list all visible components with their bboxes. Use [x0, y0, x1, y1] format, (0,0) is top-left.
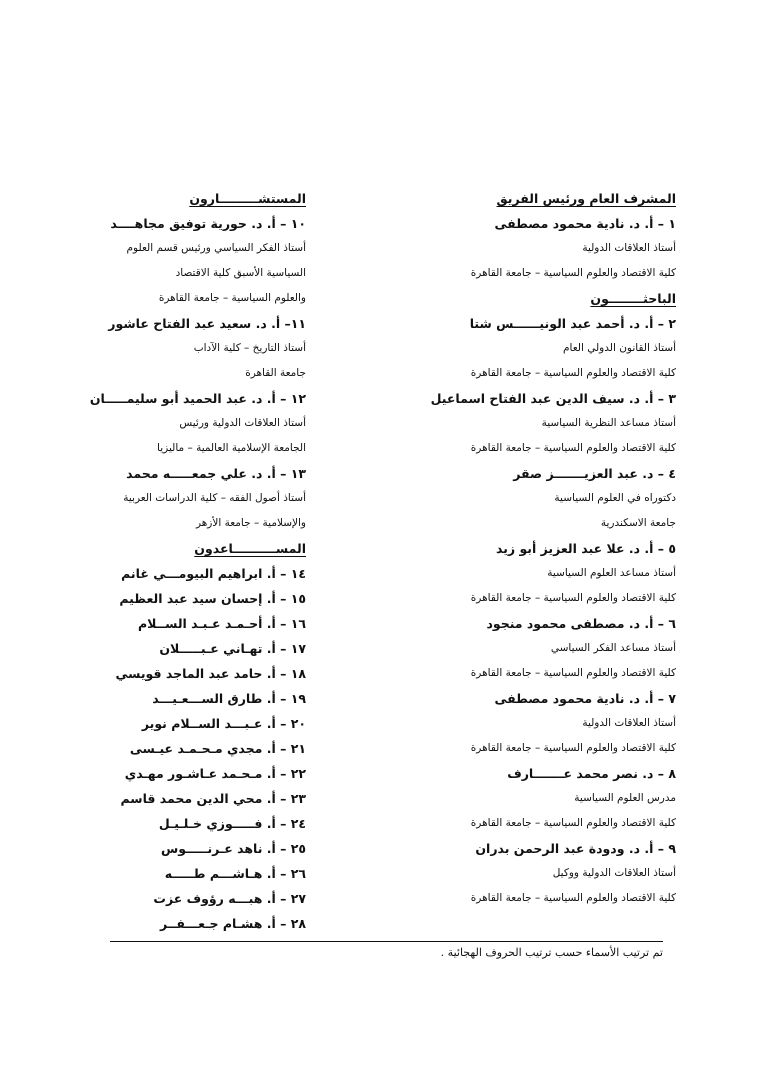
member-affiliation-text: أستاذ مساعد الفكر السياسي — [550, 642, 676, 654]
member-name-text: ٢٨ – أ. هشـام جـعـــفــر — [160, 916, 306, 931]
right-column — [408, 186, 676, 911]
member-name-text: ١٥ – أ. إحسان سيد عبد العظيم — [119, 591, 306, 606]
member-name — [86, 586, 306, 611]
member-affiliation — [408, 786, 676, 811]
member-name — [86, 836, 306, 861]
member-affiliation — [86, 336, 306, 361]
member-name-text: ٨ – د. نصر محمد عـــــــارف — [507, 766, 676, 781]
section-heading — [86, 536, 306, 561]
member-affiliation-text: أستاذ العلاقات الدولية ورئيس — [179, 417, 306, 429]
member-affiliation — [86, 236, 306, 261]
member-name — [86, 461, 306, 486]
member-affiliation-text: والعلوم السياسية – جامعة القاهرة — [158, 292, 306, 304]
member-affiliation — [86, 436, 306, 461]
member-affiliation-text: جامعة الاسكندرية — [600, 517, 676, 529]
member-name — [408, 386, 676, 411]
member-name-text: ٢٧ – أ. هبـــه رؤوف عزت — [153, 891, 306, 906]
member-affiliation-text: أستاذ التاريخ – كلية الآداب — [193, 342, 306, 354]
member-name-text: ٤ – د. عبد العزيـــــــز صقر — [513, 466, 676, 481]
footnote-rule — [110, 941, 663, 942]
member-affiliation-text: كلية الاقتصاد والعلوم السياسية – جامعة القاهرة — [470, 442, 676, 454]
member-affiliation-text: دكتوراه في العلوم السياسية — [554, 492, 676, 504]
section-heading — [408, 286, 676, 311]
member-affiliation — [86, 411, 306, 436]
member-affiliation — [86, 511, 306, 536]
member-name-text: ٢٤ – أ. فـــــوزي خـلـيـل — [158, 816, 306, 831]
member-name-text: ١٩ – أ. طارق الســـعـيـــد — [152, 691, 306, 706]
member-name-text: ١١– أ. د. سعيد عبد الفتاح عاشور — [108, 316, 306, 331]
member-name — [86, 661, 306, 686]
member-name — [86, 386, 306, 411]
member-affiliation — [408, 661, 676, 686]
member-name-text: ٩ – أ. د. ودودة عبد الرحمن بدران — [475, 841, 676, 856]
section-heading-text: الباحثــــــــون — [590, 291, 676, 306]
footnote: تم ترتيب الأسماء حسب ترتيب الحروف الهجائية . — [440, 946, 663, 959]
member-affiliation-text: أستاذ أصول الفقه – كلية الدراسات العربية — [123, 492, 306, 504]
member-name-text: ٢٣ – أ. محي الدين محمد قاسم — [120, 791, 306, 806]
member-affiliation — [86, 486, 306, 511]
section-heading-text: المشرف العام ورئيس الفريق — [496, 191, 676, 206]
member-affiliation — [86, 286, 306, 311]
member-name-text: ٧ – أ. د. نادية محمود مصطفى — [494, 691, 676, 706]
section-heading — [86, 186, 306, 211]
member-affiliation — [408, 336, 676, 361]
member-affiliation — [408, 511, 676, 536]
member-affiliation — [408, 261, 676, 286]
member-affiliation — [86, 261, 306, 286]
member-affiliation-text: جامعة القاهرة — [245, 367, 306, 379]
member-name — [86, 736, 306, 761]
member-name-text: ١ – أ. د. نادية محمود مصطفى — [494, 216, 676, 231]
member-name — [86, 211, 306, 236]
member-affiliation-text: كلية الاقتصاد والعلوم السياسية – جامعة القاهرة — [470, 592, 676, 604]
member-affiliation-text: السياسية الأسبق كلية الاقتصاد — [175, 267, 306, 279]
member-affiliation — [408, 886, 676, 911]
member-name — [408, 761, 676, 786]
member-name — [86, 611, 306, 636]
member-affiliation-text: كلية الاقتصاد والعلوم السياسية – جامعة القاهرة — [470, 367, 676, 379]
member-affiliation — [408, 711, 676, 736]
member-affiliation-text: أستاذ مساعد النظرية السياسية — [541, 417, 676, 429]
member-affiliation — [408, 486, 676, 511]
member-affiliation-text: أستاذ القانون الدولي العام — [563, 342, 676, 354]
member-name-text: ١٧ – أ. تهـاني عـبـــــلان — [159, 641, 306, 656]
member-name — [86, 911, 306, 936]
member-affiliation-text: كلية الاقتصاد والعلوم السياسية – جامعة القاهرة — [470, 892, 676, 904]
member-name-text: ٢٥ – أ. ناهد عـرنـــــوس — [161, 841, 306, 856]
member-name-text: ٢١ – أ. مجدي مـحـمـد عيـسى — [129, 741, 306, 756]
member-name — [86, 686, 306, 711]
member-name — [86, 311, 306, 336]
member-name — [408, 536, 676, 561]
section-heading — [408, 186, 676, 211]
member-name — [86, 811, 306, 836]
member-affiliation — [408, 811, 676, 836]
member-name — [86, 786, 306, 811]
member-affiliation — [408, 236, 676, 261]
member-name — [86, 636, 306, 661]
member-affiliation — [408, 411, 676, 436]
member-affiliation-text: أستاذ العلاقات الدولية — [582, 242, 676, 254]
member-name — [408, 836, 676, 861]
member-affiliation-text: كلية الاقتصاد والعلوم السياسية – جامعة القاهرة — [470, 817, 676, 829]
member-affiliation-text: كلية الاقتصاد والعلوم السياسية – جامعة القاهرة — [470, 667, 676, 679]
member-name-text: ٢ – أ. د. أحمد عبد الونيــــــس شتا — [469, 316, 676, 331]
member-name — [408, 461, 676, 486]
member-name-text: ١٨ – أ. حامد عبد الماجد قويسي — [115, 666, 306, 681]
member-affiliation-text: مدرس العلوم السياسية — [574, 792, 676, 804]
member-name — [86, 886, 306, 911]
member-affiliation — [408, 361, 676, 386]
member-name — [408, 211, 676, 236]
section-heading-text: المستشـــــــــارون — [189, 191, 306, 206]
member-name-text: ٦ – أ. د. مصطفى محمود منجود — [486, 616, 676, 631]
member-affiliation — [408, 561, 676, 586]
member-affiliation-text: كلية الاقتصاد والعلوم السياسية – جامعة القاهرة — [470, 742, 676, 754]
member-name — [86, 761, 306, 786]
member-affiliation — [408, 736, 676, 761]
member-name-text: ١٠ – أ. د. حورية توفيق مجاهــــد — [110, 216, 306, 231]
section-heading-text: المســــــــــاعدون — [194, 541, 306, 556]
member-affiliation — [408, 436, 676, 461]
member-name-text: ١٣ – أ. د. علي جمعـــــه محمد — [126, 466, 306, 481]
member-name-text: ٢٢ – أ. مـحـمد عـاشـور مهـدي — [124, 766, 306, 781]
member-name-text: ١٤ – أ. ابراهيم البيومـــي غانم — [121, 566, 306, 581]
member-affiliation — [408, 861, 676, 886]
member-affiliation — [408, 586, 676, 611]
member-affiliation-text: أستاذ العلاقات الدولية ووكيل — [552, 867, 676, 879]
member-name-text: ٢٦ – أ. هـاشـــم طـــــه — [164, 866, 306, 881]
member-name — [408, 611, 676, 636]
member-affiliation-text: كلية الاقتصاد والعلوم السياسية – جامعة القاهرة — [470, 267, 676, 279]
member-name-text: ١٢ – أ. د. عبد الحميد أبو سليمـــــان — [89, 391, 306, 406]
member-affiliation — [86, 361, 306, 386]
member-name — [86, 561, 306, 586]
member-name — [86, 861, 306, 886]
member-name-text: ١٦ – أ. أحـمـد عـبـد الســلام — [137, 616, 306, 631]
member-name — [408, 686, 676, 711]
member-affiliation-text: أستاذ الفكر السياسي ورئيس قسم العلوم — [126, 242, 306, 254]
member-affiliation-text: أستاذ مساعد العلوم السياسية — [547, 567, 676, 579]
member-name — [408, 311, 676, 336]
member-affiliation-text: الجامعة الإسلامية العالمية – ماليزيا — [157, 442, 306, 454]
member-name-text: ٣ – أ. د. سيف الدين عبد الفتاح اسماعيل — [430, 391, 676, 406]
member-name-text: ٥ – أ. د. علا عبد العزيز أبو زيد — [496, 541, 676, 556]
member-name — [86, 711, 306, 736]
member-affiliation-text: أستاذ العلاقات الدولية — [582, 717, 676, 729]
left-column — [86, 186, 306, 936]
member-affiliation-text: والإسلامية – جامعة الأزهر — [195, 517, 306, 529]
member-affiliation — [408, 636, 676, 661]
member-name-text: ٢٠ – أ. عـبـــد الســلام نوير — [141, 716, 306, 731]
